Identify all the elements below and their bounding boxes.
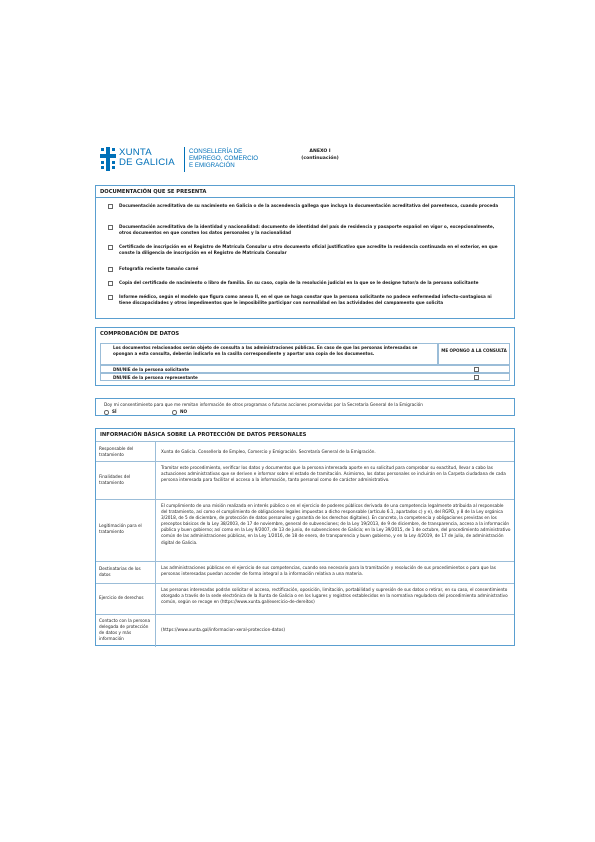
row-key: Responsable del tratamiento: [99, 446, 134, 457]
xunta-logo-icon: [100, 147, 116, 171]
comprobacion-title: COMPROBACIÓN DE DATOS: [100, 331, 180, 337]
table-row: [100, 373, 510, 381]
data-protection-title: INFORMACIÓN BÁSICA SOBRE LA PROTECCIÓN DE DATOS PERSONALES: [100, 432, 307, 438]
document-checkbox[interactable]: [108, 295, 113, 300]
annex-subtitle: (continuación): [301, 156, 339, 161]
table-row: [100, 365, 510, 373]
document-checkbox[interactable]: [108, 245, 113, 250]
no-label: NO: [180, 409, 188, 414]
table-row: [96, 461, 514, 499]
row-key: Legitimación para el tratamiento: [99, 523, 142, 534]
row-value: Xunta de Galicia. Consellería de Empleo, Comercio y Emigración. Secretaría General de la Emigración.: [161, 449, 376, 454]
row-value: El cumplimiento de una misión realizada en interés público o en el ejercicio de poderes públicos derivada de una competencia legalmente atribuida al responsable del tratamiento, así como el cumplimiento de obligaciones legales impuestas a dicho responsable (artículo 6.1, apartados c) y e), del RGPD, y 8 de la Ley orgánica 3/2018, de 5 de diciembre, de protección de datos personales y garantía de los derechos digitales). En concreto, la competencia y obligaciones previstas en los preceptos básicos de la Ley 38/2003, de 17 de noviembre, general de subvenciones; de la Ley 19/2013, de 9 de diciembre, de transparencia, acceso a la información pública y buen gobierno; así como en la Ley 9/2007, de 13 de junio, de subvenciones de Galicia; en la Ley 39/2015, de 1 de octubre, del procedimiento administrativo común de las administraciones públicas, en la Ley 1/2016, de 18 de enero, de transparencia y buen gobierno, y en la Ley 4/2019, de 17 de julio, de administración digital de Galicia.: [161, 503, 511, 545]
document-label: Certificado de inscripción en el Registro de Matrícula Consular u otro documento oficial justificativo que acredite la residencia continuada en el exterior, en que conste la diligencia de inscripción en el Registro de Matrícula Consular: [119, 244, 498, 256]
document-checkbox[interactable]: [108, 204, 113, 209]
table-row: [96, 583, 514, 614]
table-row: [96, 441, 514, 461]
row-value: (https://www.xunta.gal/informacion-xeral-proteccion-datos): [161, 627, 286, 632]
logo-line1: XUNTA: [119, 147, 152, 158]
row-value: Tramitar este procedimiento, verificar los datos y documentos que la persona interesada aporte en su solicitud para comprobar su exactitud, llevar a cabo las actuaciones administrativas que se deriven e informar sobre el estado de tramitación. Asimismo, los datos personales se incluirán en la Carpeta ciudadana de cada persona interesada para facilitar el acceso a la información, tanto personal como de carácter administrativo.: [161, 465, 506, 483]
department-name: [189, 148, 258, 169]
table-row: [96, 499, 514, 561]
document-label: Documentación acreditativa de la identidad y nacionalidad: documento de identidad del país de residencia y pasaporte español en vigor o, excepcionalmente, otros documentos en que consten los datos personales y la nacionalidad: [119, 224, 495, 236]
table-row: [96, 561, 514, 583]
comprobacion-section: [95, 327, 515, 386]
table-row: [96, 614, 514, 647]
oppose-checkbox[interactable]: [474, 367, 479, 372]
row-label: DNI/NIE de la persona solicitante: [113, 367, 190, 372]
comprobacion-text: Los documentos relacionados serán objeto de consulta a las administraciones públicas. En caso de que las personas interesadas se opongan a esta consulta, deberán indicarlo en la casilla correspondiente y aportar una copia de los documentos.: [100, 343, 438, 365]
row-key: Contacto con la persona delegada de protección de datos y más información: [99, 618, 151, 641]
comprobacion-table: [100, 343, 510, 383]
logo-text: [119, 148, 175, 168]
consent-question: Doy mi consentimiento para que me remitan información de otros programas o futuras acciones promovidas por la Secretaría General de la Emigración: [104, 402, 423, 407]
document-checkbox[interactable]: [108, 225, 113, 230]
oppose-checkbox[interactable]: [474, 375, 479, 380]
row-key: Finalidades del tratamiento: [99, 474, 131, 485]
row-value: Las administraciones públicas en el ejercicio de sus competencias, cuando sea necesario para la tramitación y resolución de sus procedimientos o para que las personas interesadas puedan acceder de forma integral a la información relativa a una materia.: [161, 565, 496, 577]
logo-line2: DE GALICIA: [119, 157, 175, 168]
row-value: Las personas interesadas podrán solicitar el acceso, rectificación, oposición, limitación, portabilidad y supresión de sus datos o retirar, en su caso, el consentimiento otorgado a través de la sede electrónica de la Xunta de Galicia o en los lugares y registros establecidos en la normativa reguladora del procedimiento administrativo común, según se recoge en (https://www.xunta.gal/exercicio-de-dereitos): [161, 587, 508, 605]
document-checkbox[interactable]: [108, 267, 113, 272]
row-key: Destinatarias de los datos: [99, 566, 141, 577]
dept-line3: E EMIGRACIÓN: [189, 162, 235, 169]
row-key: Ejercicio de derechos: [99, 595, 144, 600]
annex-label: ANEXO I: [309, 149, 331, 154]
documents-section: [95, 185, 515, 319]
logo-separator: [184, 147, 185, 172]
documents-title: DOCUMENTACIÓN QUE SE PRESENTA: [96, 186, 514, 198]
document-label: Informe médico, según el modelo que figura como anexo II, en el que se haga constar que la persona solicitante no padece enfermedad infecto-contagiosa ni tiene discapacidades y otros impedimentos que le imposibilite participar con normalidad en las actividades del campamento que solicita: [119, 294, 492, 306]
document-label: Fotografía reciente tamaño carné: [119, 266, 199, 271]
consent-section: [95, 398, 515, 416]
radio-yes[interactable]: [104, 410, 109, 415]
row-label: DNI/NIE de la persona representante: [113, 375, 198, 380]
radio-no[interactable]: [172, 410, 177, 415]
dept-line1: CONSELLERÍA DE: [189, 148, 243, 155]
oppose-header: ME OPONGO A LA CONSULTA: [438, 343, 510, 365]
header: [100, 147, 500, 177]
document-label: Documentación acreditativa de su nacimiento en Galicia o de la ascendencia gallega que incluya la documentación acreditativa del parentesco, cuando proceda: [119, 203, 499, 208]
document-label: Copia del certificado de nacimiento o libro de familia. En su caso, copia de la resolución judicial en la que se le designe tutor/a de la persona solicitante: [119, 280, 479, 285]
annex-title: [290, 148, 350, 162]
yes-label: SÍ: [112, 409, 117, 414]
dept-line2: EMPREGO, COMERCIO: [189, 155, 259, 162]
data-protection-section: [95, 428, 515, 646]
document-checkbox[interactable]: [108, 281, 113, 286]
